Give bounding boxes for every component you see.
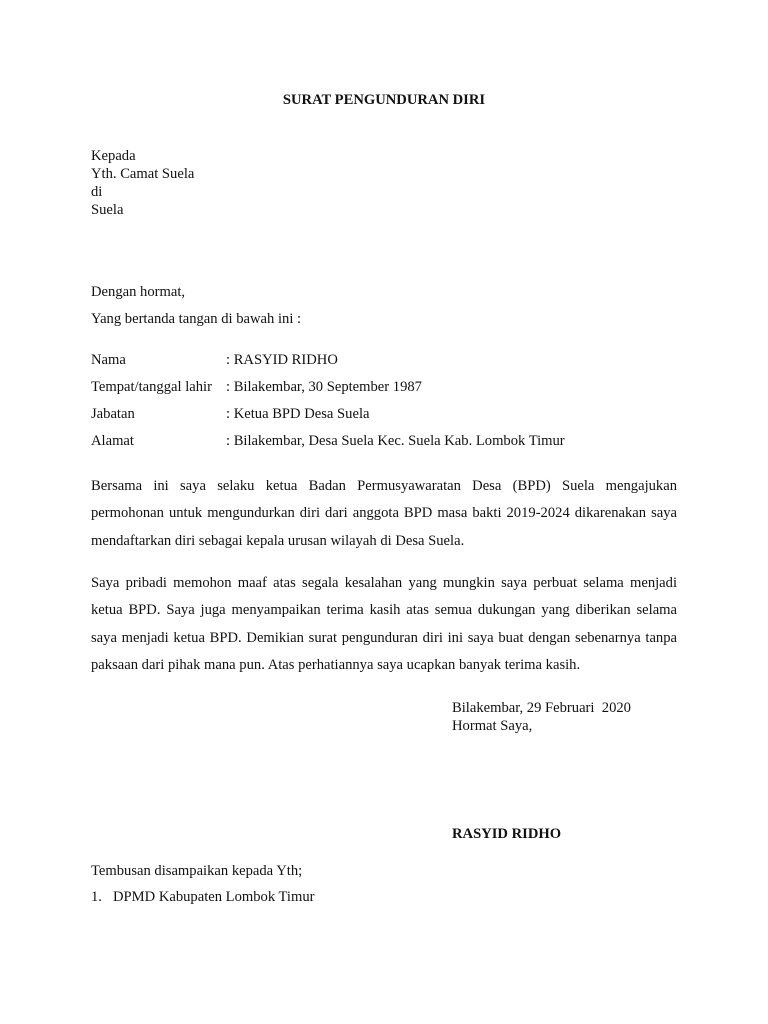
identity-label: Alamat (91, 433, 134, 449)
body-paragraph-1: Bersama ini saya selaku ketua Badan Permusyawaratan Desa (BPD) Suela mengajukan permohonan untuk mengundurkan diri dari anggota BPD masa bakti 2019-2024 dikarenakan saya mendaftarkan diri sebagai kepala urusan wilayah di Desa Suela. (91, 478, 677, 549)
identity-label: Jabatan (91, 406, 135, 422)
identity-value: : RASYID RIDHO (226, 352, 338, 368)
place-date: Bilakembar, 29 Februari 2020 (452, 700, 631, 716)
regards: Hormat Saya, (452, 718, 533, 734)
cc-item-text: DPMD Kabupaten Lombok Timur (113, 889, 315, 905)
cc-heading: Tembusan disampaikan kepada Yth; (91, 863, 303, 879)
recipient-line: Yth. Camat Suela (91, 166, 195, 182)
letter-title: SURAT PENGUNDURAN DIRI (282, 92, 486, 108)
recipient-line: Kepada (91, 148, 136, 164)
identity-value: : Bilakembar, 30 September 1987 (226, 379, 422, 395)
intro-text: Yang bertanda tangan di bawah ini : (91, 311, 302, 327)
cc-item-number: 1. (91, 889, 102, 905)
recipient-line: Suela (91, 202, 124, 218)
body-paragraph-2: Saya pribadi memohon maaf atas segala kesalahan yang mungkin saya perbuat selama menjadi ketua BPD. Saya juga menyampaikan terima kasih atas semua dukungan yang diberikan selama saya menjadi ketua BPD. Demikian surat pengunduran diri ini saya buat dengan sebenarnya tanpa paksaan dari pihak mana pun. Atas perhatiannya saya ucapkan banyak terima kasih. (91, 575, 677, 674)
signer-name: RASYID RIDHO (452, 826, 562, 842)
greeting: Dengan hormat, (91, 284, 186, 300)
recipient-line: di (91, 184, 103, 200)
identity-value: : Ketua BPD Desa Suela (226, 406, 370, 422)
identity-label: Nama (91, 352, 126, 368)
identity-value: : Bilakembar, Desa Suela Kec. Suela Kab. Lombok Timur (226, 433, 565, 449)
identity-label: Tempat/tanggal lahir (91, 379, 212, 395)
